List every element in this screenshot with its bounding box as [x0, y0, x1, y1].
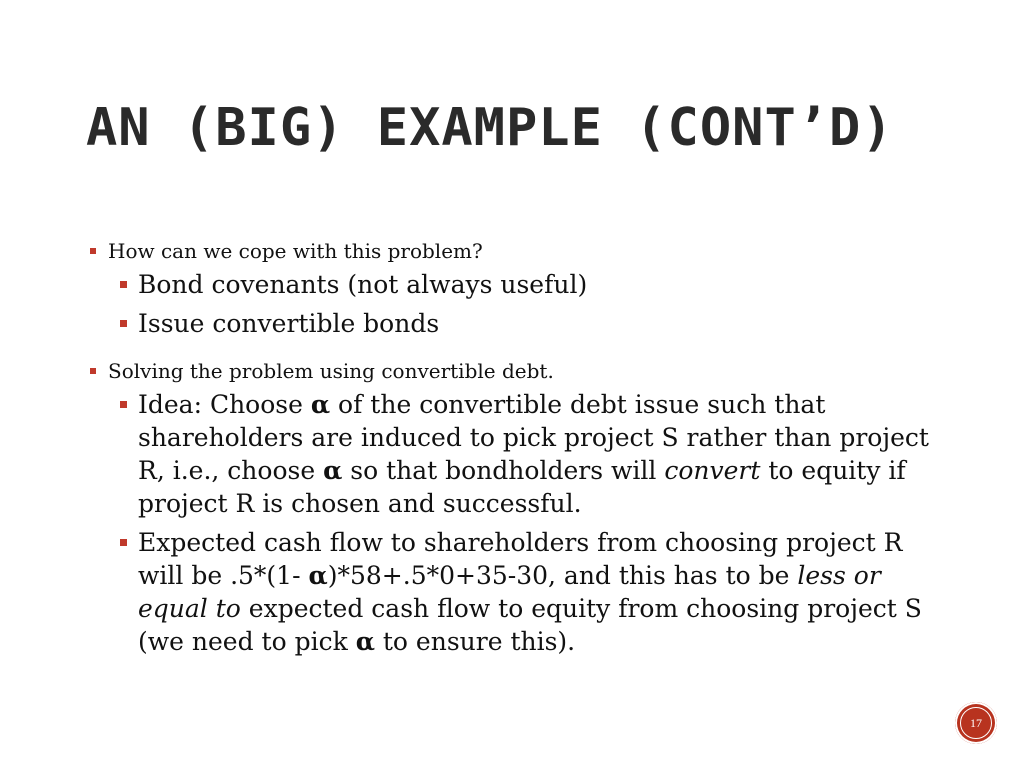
- bullet-level2: [88, 526, 948, 658]
- square-bullet-icon: [90, 248, 96, 254]
- page-number-badge: [955, 702, 997, 744]
- alpha-symbol: α: [323, 456, 343, 485]
- bullet-level2: [88, 307, 948, 340]
- alpha-symbol: α: [308, 561, 328, 590]
- alpha-symbol: α: [355, 627, 375, 656]
- alpha-symbol: α: [310, 390, 331, 419]
- slide-content: [88, 238, 948, 658]
- bullet-text: Solving the problem using convertible debt.: [108, 359, 554, 383]
- square-bullet-icon: [90, 368, 96, 374]
- bullet-text: Issue convertible bonds: [138, 309, 440, 338]
- bullet-text-part: of the convertible debt issue such that shareholders are induced to pick project S rather than project R, i.e., choose: [138, 390, 929, 485]
- bullet-text-part: )*58+.5*0+35-30, and this has to be: [327, 561, 798, 590]
- bullet-level2: [88, 268, 948, 301]
- bullet-text: How can we cope with this problem?: [108, 239, 483, 263]
- square-bullet-icon: [120, 281, 127, 288]
- emphasis-text: less or equal to: [138, 561, 881, 623]
- square-bullet-icon: [120, 539, 127, 546]
- bullet-text-part: to ensure this).: [374, 627, 576, 656]
- bullet-text: Bond covenants (not always useful): [138, 270, 588, 299]
- page-number-ring: [960, 707, 992, 739]
- square-bullet-icon: [120, 320, 127, 327]
- bullet-text-part: expected cash flow to equity from choosing project S (we need to pick: [138, 594, 922, 656]
- slide-title: AN (BIG) EXAMPLE (CONT’D): [86, 98, 894, 158]
- square-bullet-icon: [120, 401, 127, 408]
- bullet-text-part: Idea: Choose: [138, 390, 311, 419]
- bullet-text-part: to equity if project R is chosen and successful.: [138, 456, 906, 518]
- bullet-level1: [88, 358, 948, 384]
- bullet-level1: [88, 238, 948, 264]
- bullet-level2: [88, 388, 948, 520]
- bullet-text-part: so that bondholders will: [342, 456, 665, 485]
- emphasis-text: convert: [664, 456, 761, 485]
- page-number: 17: [970, 715, 982, 730]
- bullet-text-part: Expected cash flow to shareholders from choosing project R will be .5*(1-: [138, 528, 903, 590]
